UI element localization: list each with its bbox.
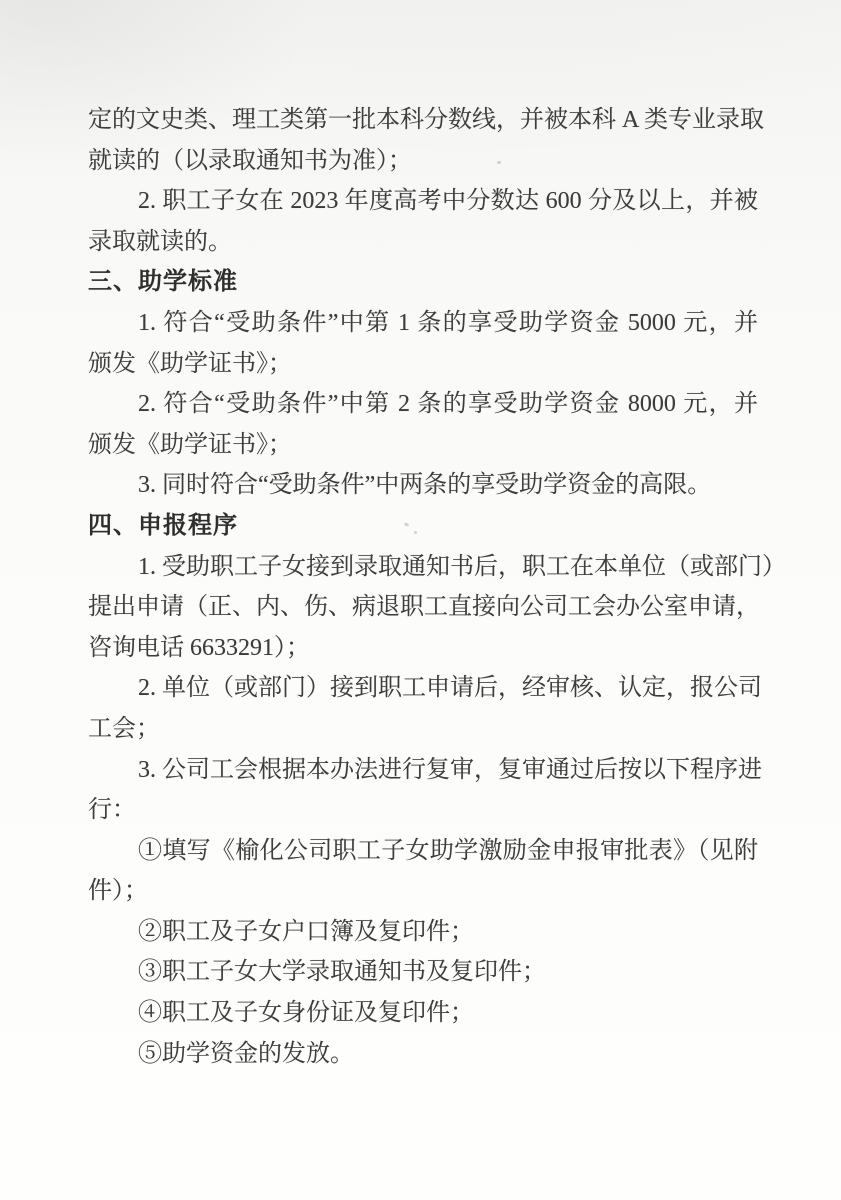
doc-line: ①填写《榆化公司职工子女助学激励金申报审批表》（见附 (138, 837, 758, 864)
doc-line: 3. 同时符合“受助条件”中两条的享受助学资金的高限。 (138, 472, 712, 499)
section-heading-4: 四、申报程序 (88, 512, 238, 539)
doc-line: 提出申请（正、内、伤、病退职工直接向公司工会办公室申请， (88, 594, 760, 621)
doc-line: 1. 符合“受助条件”中第 1 条的享受助学资金 5000 元，并 (138, 309, 758, 336)
doc-line: 2. 职工子女在 2023 年度高考中分数达 600 分及以上，并被 (138, 188, 758, 215)
doc-line: ③职工子女大学录取通知书及复印件； (138, 959, 546, 986)
doc-line: ⑤助学资金的发放。 (138, 1040, 354, 1067)
section-heading-3: 三、助学标准 (88, 269, 238, 296)
scan-speck (497, 161, 501, 164)
doc-line: 件）； (88, 878, 148, 905)
doc-line: 2. 单位（或部门）接到职工申请后，经审核、认定，报公司 (138, 675, 762, 702)
doc-line: ②职工及子女户口簿及复印件； (138, 918, 474, 945)
scan-speck (414, 531, 417, 534)
doc-line: 行： (88, 797, 136, 824)
doc-line: 定的文史类、理工类第一批本科分数线，并被本科 A 类专业录取 (88, 107, 765, 133)
doc-line: 工会； (88, 715, 160, 742)
doc-line: 颁发《助学证书》； (88, 431, 292, 458)
doc-line: 就读的（以录取通知书为准）； (88, 147, 412, 174)
document-body (88, 100, 786, 1074)
doc-line: 录取就读的。 (88, 228, 232, 255)
doc-line: 咨询电话 6633291）； (88, 634, 310, 661)
doc-line: 颁发《助学证书》； (88, 350, 292, 377)
doc-line: 1. 受助职工子女接到录取通知书后，职工在本单位（或部门） (138, 553, 786, 580)
doc-line: 3. 公司工会根据本办法进行复审，复审通过后按以下程序进 (138, 756, 762, 783)
doc-line: 2. 符合“受助条件”中第 2 条的享受助学资金 8000 元，并 (138, 391, 758, 418)
doc-line: ④职工及子女身份证及复印件； (138, 1000, 474, 1027)
